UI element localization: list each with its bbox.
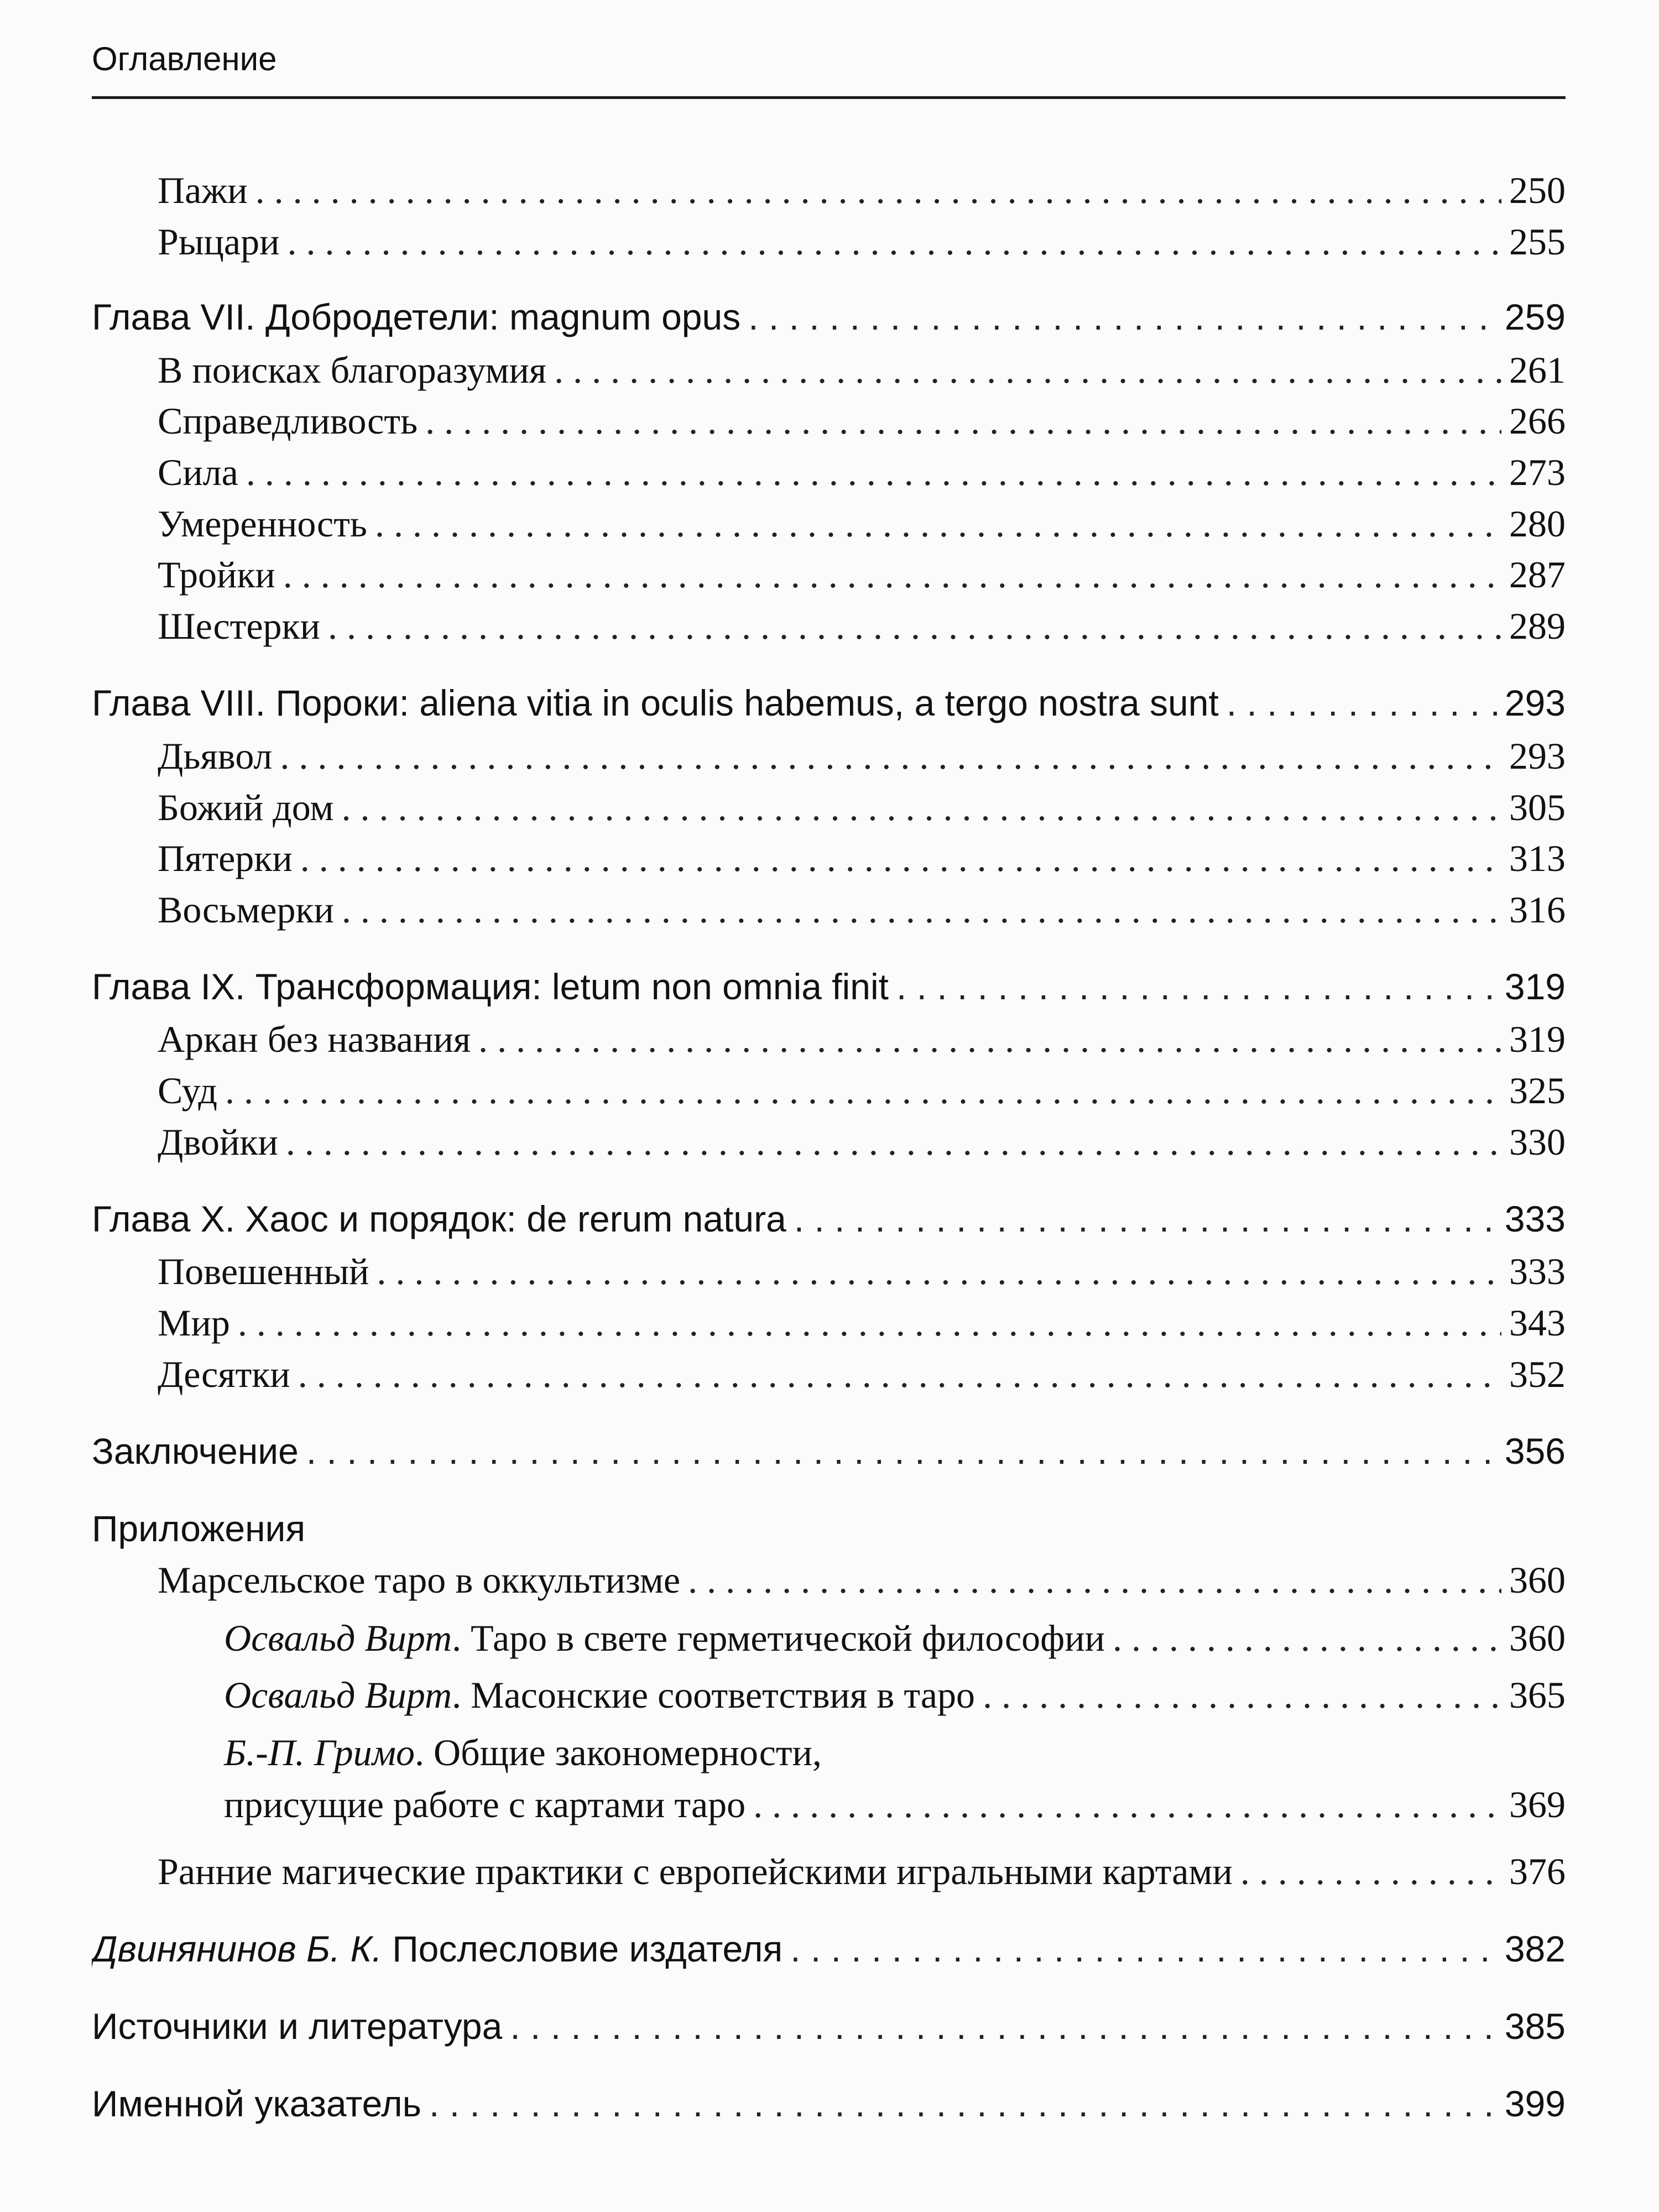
toc-entry-page: 382 bbox=[1504, 1928, 1566, 1969]
toc-entry-title: Заключение bbox=[92, 1431, 299, 1472]
toc-entry[interactable] bbox=[158, 1250, 1566, 1303]
toc-entry-title: Марсельское таро в оккультизме bbox=[158, 1559, 681, 1601]
toc-entry-page: 385 bbox=[1504, 2006, 1566, 2047]
dot-leader bbox=[753, 1783, 1501, 1827]
toc-entry[interactable] bbox=[224, 1783, 1566, 1836]
toc-entry[interactable] bbox=[158, 786, 1566, 839]
toc-entry-page: 316 bbox=[1509, 889, 1566, 931]
toc-entry-title: присущие работе с картами таро bbox=[224, 1783, 746, 1825]
toc-entry-title: Дьявол bbox=[158, 735, 273, 777]
toc-entry-page: 399 bbox=[1504, 2083, 1566, 2124]
dot-leader bbox=[748, 296, 1497, 338]
toc-entry[interactable] bbox=[158, 1353, 1566, 1406]
toc-entry-title: Глава X. Хаос и порядок: de rerum natura bbox=[92, 1198, 786, 1239]
dot-leader bbox=[1227, 682, 1497, 724]
toc-entry-title: Ранние магические практики с европейскими игральными картами bbox=[158, 1850, 1233, 1892]
dot-leader bbox=[794, 1198, 1497, 1240]
toc-chapter[interactable] bbox=[92, 1198, 1566, 1251]
toc-entry-page: 250 bbox=[1509, 169, 1566, 211]
toc-entry[interactable] bbox=[224, 1673, 1566, 1726]
toc-entry[interactable] bbox=[158, 888, 1566, 941]
toc-entry-page: 287 bbox=[1509, 554, 1566, 596]
toc-entry[interactable] bbox=[158, 451, 1566, 504]
toc-entry-title: Двойки bbox=[158, 1121, 278, 1163]
toc-entry-author: Двинянинов Б. К. bbox=[92, 1928, 382, 1969]
toc-chapter[interactable] bbox=[92, 682, 1566, 735]
toc-entry-page: 376 bbox=[1509, 1850, 1566, 1892]
toc-entry[interactable] bbox=[158, 1018, 1566, 1071]
toc-entry-page: 261 bbox=[1509, 349, 1566, 391]
toc-entry-page: 352 bbox=[1509, 1353, 1566, 1395]
dot-leader bbox=[298, 1353, 1501, 1396]
toc-chapter[interactable] bbox=[92, 1928, 1566, 1981]
dot-leader bbox=[554, 348, 1501, 392]
toc-entry-title: Глава VII. Добродетели: magnum opus bbox=[92, 296, 741, 337]
toc-entry-title: Восьмерки bbox=[158, 889, 334, 931]
dot-leader bbox=[1113, 1616, 1501, 1660]
toc-entry-page: 319 bbox=[1504, 966, 1566, 1007]
dot-leader bbox=[341, 786, 1501, 830]
dot-leader bbox=[238, 1301, 1501, 1345]
toc-entry-work: . Таро в свете герметической философии bbox=[452, 1617, 1105, 1659]
toc-entry-title: Аркан без названия bbox=[158, 1018, 471, 1060]
toc-entry-page: 360 bbox=[1509, 1617, 1566, 1659]
toc-entry-page: 313 bbox=[1509, 837, 1566, 879]
toc-entry-work: . Общие закономерности, bbox=[415, 1731, 822, 1773]
toc-chapter[interactable] bbox=[92, 1430, 1566, 1483]
toc-chapter[interactable] bbox=[92, 2005, 1566, 2058]
toc-entry[interactable] bbox=[158, 348, 1566, 401]
dot-leader bbox=[255, 169, 1501, 212]
toc-entry-page: 280 bbox=[1509, 503, 1566, 545]
toc-entry-page: 255 bbox=[1509, 221, 1566, 263]
toc-entry-page: 360 bbox=[1509, 1559, 1566, 1601]
toc-entry-title: Десятки bbox=[158, 1353, 290, 1395]
toc-entry-page: 333 bbox=[1504, 1198, 1566, 1239]
dot-leader bbox=[478, 1018, 1501, 1061]
dot-leader bbox=[342, 888, 1501, 932]
toc-entry[interactable] bbox=[158, 1301, 1566, 1354]
toc-entry-title: Божий дом bbox=[158, 786, 334, 828]
toc-entry-page: 289 bbox=[1509, 605, 1566, 647]
toc-entry-title: Суд bbox=[158, 1070, 217, 1112]
dot-leader bbox=[429, 2083, 1497, 2125]
toc-entry-author: Освальд Вирт bbox=[224, 1674, 452, 1716]
toc-entry-page: 333 bbox=[1509, 1250, 1566, 1292]
toc-entry-page: 273 bbox=[1509, 451, 1566, 493]
toc-entry-title: Именной указатель bbox=[92, 2083, 422, 2124]
toc-chapter[interactable] bbox=[92, 2083, 1566, 2136]
toc-entry-page: 330 bbox=[1509, 1121, 1566, 1163]
toc-entry[interactable] bbox=[158, 502, 1566, 555]
toc-entry-author: Освальд Вирт bbox=[224, 1617, 452, 1659]
toc-entry-title: Тройки bbox=[158, 554, 275, 596]
dot-leader bbox=[377, 1250, 1501, 1293]
toc-entry-title: Справедливость bbox=[158, 400, 418, 442]
toc-entry[interactable] bbox=[158, 604, 1566, 658]
toc-entry-title: Мир bbox=[158, 1302, 230, 1344]
toc-section-heading: Приложения bbox=[92, 1508, 306, 1549]
toc-entry-title bbox=[92, 1928, 782, 1970]
dot-leader bbox=[280, 734, 1501, 778]
toc-entry-page: 319 bbox=[1509, 1018, 1566, 1060]
dot-leader bbox=[425, 399, 1501, 443]
toc-entry-work: . Масонские соответствия в таро bbox=[452, 1674, 975, 1716]
toc-entry-page: 369 bbox=[1509, 1783, 1566, 1825]
toc-entry-title bbox=[224, 1673, 975, 1717]
toc-entry[interactable] bbox=[158, 1069, 1566, 1122]
toc-entry-page: 305 bbox=[1509, 786, 1566, 828]
toc-entry[interactable] bbox=[158, 837, 1566, 890]
dot-leader bbox=[983, 1673, 1501, 1717]
toc-entry[interactable] bbox=[158, 1558, 1566, 1611]
toc-entry[interactable] bbox=[158, 220, 1566, 273]
toc-entry-page: 325 bbox=[1509, 1070, 1566, 1112]
toc-entry-title: В поисках благоразумия bbox=[158, 349, 547, 391]
toc-entry-title: Глава IX. Трансформация: letum non omnia finit bbox=[92, 966, 889, 1007]
toc-entry-title: Шестерки bbox=[158, 605, 320, 647]
toc-entry[interactable] bbox=[158, 553, 1566, 606]
dot-leader bbox=[510, 2005, 1497, 2047]
toc-entry-title: Повешенный bbox=[158, 1250, 369, 1292]
toc-entry-page: 293 bbox=[1504, 682, 1566, 723]
toc-entry-page: 356 bbox=[1504, 1431, 1566, 1472]
toc-entry-first-line bbox=[224, 1731, 822, 1784]
toc-entry-title bbox=[224, 1616, 1105, 1660]
toc-entry[interactable] bbox=[158, 169, 1566, 222]
toc-entry-title: Сила bbox=[158, 451, 238, 493]
toc-entry-title: Глава VIII. Пороки: aliena vitia in oculis habemus, a tergo nostra sunt bbox=[92, 682, 1219, 723]
toc-entry[interactable] bbox=[158, 1850, 1566, 1903]
toc-entry-title: Умеренность bbox=[158, 503, 367, 545]
toc-chapter[interactable] bbox=[92, 296, 1566, 349]
toc-entry-title: Рыцари bbox=[158, 221, 280, 263]
toc-entry-page: 266 bbox=[1509, 400, 1566, 442]
dot-leader bbox=[287, 220, 1501, 264]
toc-entry[interactable] bbox=[158, 1120, 1566, 1173]
dot-leader bbox=[286, 1120, 1501, 1164]
toc-entry-title: Пажи bbox=[158, 169, 248, 211]
dot-leader bbox=[246, 451, 1501, 494]
toc-entry-page: 293 bbox=[1509, 735, 1566, 777]
toc-entry-page: 259 bbox=[1504, 296, 1566, 337]
toc-entry-work: Послесловие издателя bbox=[382, 1928, 783, 1969]
toc-entry-page: 365 bbox=[1509, 1674, 1566, 1716]
dot-leader bbox=[283, 553, 1501, 597]
toc-entry-author: Б.-П. Гримо bbox=[224, 1731, 415, 1773]
dot-leader bbox=[225, 1069, 1501, 1113]
dot-leader bbox=[328, 604, 1501, 648]
toc-entry-title: Источники и литература bbox=[92, 2006, 503, 2047]
running-head: Оглавление bbox=[92, 40, 277, 77]
dot-leader bbox=[1240, 1850, 1501, 1893]
dot-leader bbox=[896, 966, 1497, 1008]
toc-entry[interactable] bbox=[224, 1616, 1566, 1670]
dot-leader bbox=[375, 502, 1501, 546]
dot-leader bbox=[306, 1430, 1497, 1472]
toc-entry-page: 343 bbox=[1509, 1302, 1566, 1344]
toc-entry[interactable] bbox=[158, 399, 1566, 452]
toc-entry[interactable] bbox=[158, 734, 1566, 787]
dot-leader bbox=[790, 1928, 1497, 1970]
dot-leader bbox=[688, 1558, 1501, 1602]
toc-entry-title: Пятерки bbox=[158, 837, 293, 879]
dot-leader bbox=[300, 837, 1501, 880]
toc-chapter[interactable] bbox=[92, 966, 1566, 1019]
